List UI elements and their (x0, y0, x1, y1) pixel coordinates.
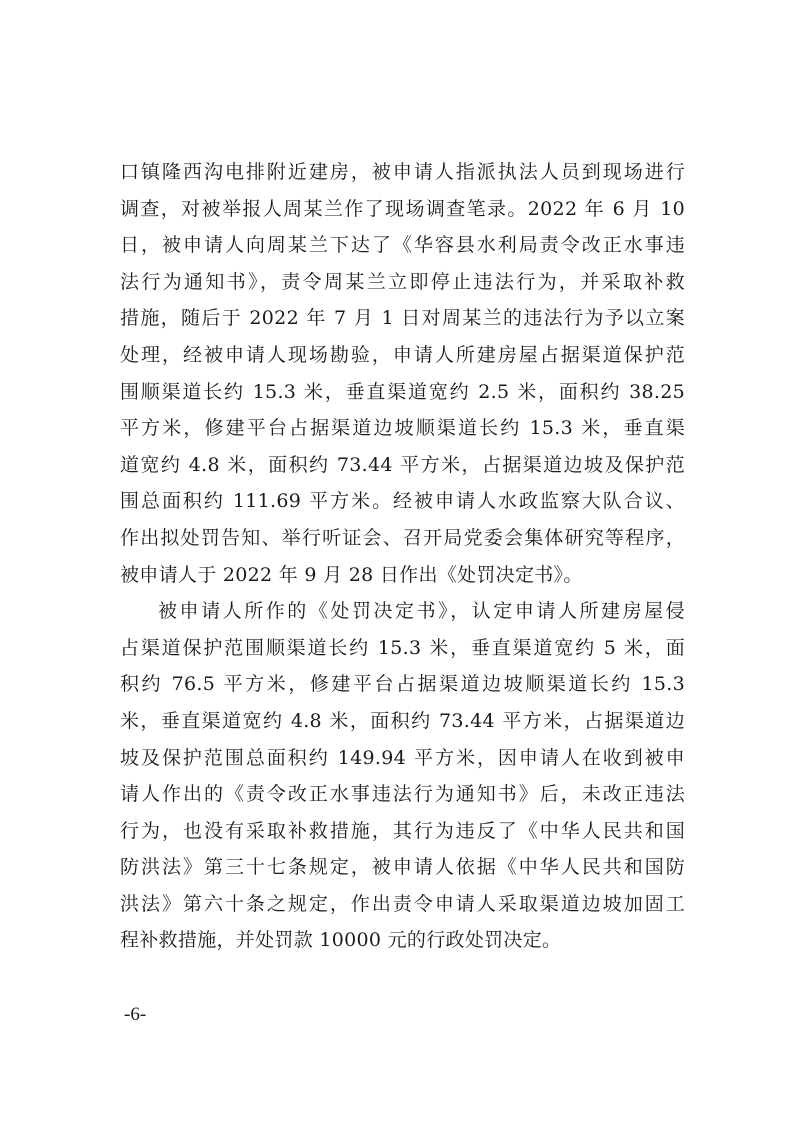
text-line: 围顺渠道长约 15.3 米，垂直渠道宽约 2.5 米，面积约 38.25 (120, 380, 685, 403)
text-line: 日，被申请人向周某兰下达了《华容县水利局责令改正水事违 (120, 234, 685, 257)
text-line: 洪法》第六十条之规定，作出责令申请人采取渠道边坡加固工 (120, 892, 685, 915)
text-line: 法行为通知书》，责令周某兰立即停止违法行为，并采取补救 (120, 270, 685, 293)
text-line: 平方米，修建平台占据渠道边坡顺渠道长约 15.3 米，垂直渠 (120, 417, 685, 440)
text-line: 作出拟处罚告知、举行听证会、召开局党委会集体研究等程序， (120, 526, 685, 549)
paragraph-2 (120, 593, 685, 959)
text-line: 防洪法》第三十七条规定，被申请人依据《中华人民共和国防 (120, 856, 685, 879)
body-text (120, 154, 685, 959)
paragraph-1 (120, 154, 685, 593)
text-line: 请人作出的《责令改正水事违法行为通知书》后，未改正违法 (120, 783, 685, 806)
text-line: 米，垂直渠道宽约 4.8 米，面积约 73.44 平方米，占据渠道边 (120, 709, 685, 732)
text-line: 坡及保护范围总面积约 149.94 平方米，因申请人在收到被申 (120, 746, 685, 769)
text-line: 道宽约 4.8 米，面积约 73.44 平方米，占据渠道边坡及保护范 (120, 453, 685, 476)
text-line: 处理，经被申请人现场勘验，申请人所建房屋占据渠道保护范 (120, 343, 685, 366)
text-line: 被申请人于 2022 年 9 月 28 日作出《处罚决定书》。 (120, 563, 583, 586)
text-line: 口镇隆西沟电排附近建房，被申请人指派执法人员到现场进行 (120, 161, 685, 183)
page-number: -6- (124, 1004, 147, 1025)
text-line: 被申请人所作的《处罚决定书》，认定申请人所建房屋侵 (158, 600, 685, 623)
text-line: 积约 76.5 平方米，修建平台占据渠道边坡顺渠道长约 15.3 (120, 673, 685, 696)
text-line: 行为，也没有采取补救措施，其行为违反了《中华人民共和国 (120, 819, 685, 842)
text-line: 占渠道保护范围顺渠道长约 15.3 米，垂直渠道宽约 5 米，面 (120, 636, 685, 659)
text-line: 调查，对被举报人周某兰作了现场调查笔录。2022 年 6 月 10 (120, 197, 685, 220)
text-line: 程补救措施，并处罚款 10000 元的行政处罚决定。 (120, 929, 562, 952)
text-line: 围总面积约 111.69 平方米。经被申请人水政监察大队合议、 (120, 490, 685, 513)
text-line: 措施，随后于 2022 年 7 月 1 日对周某兰的违法行为予以立案 (120, 307, 685, 330)
